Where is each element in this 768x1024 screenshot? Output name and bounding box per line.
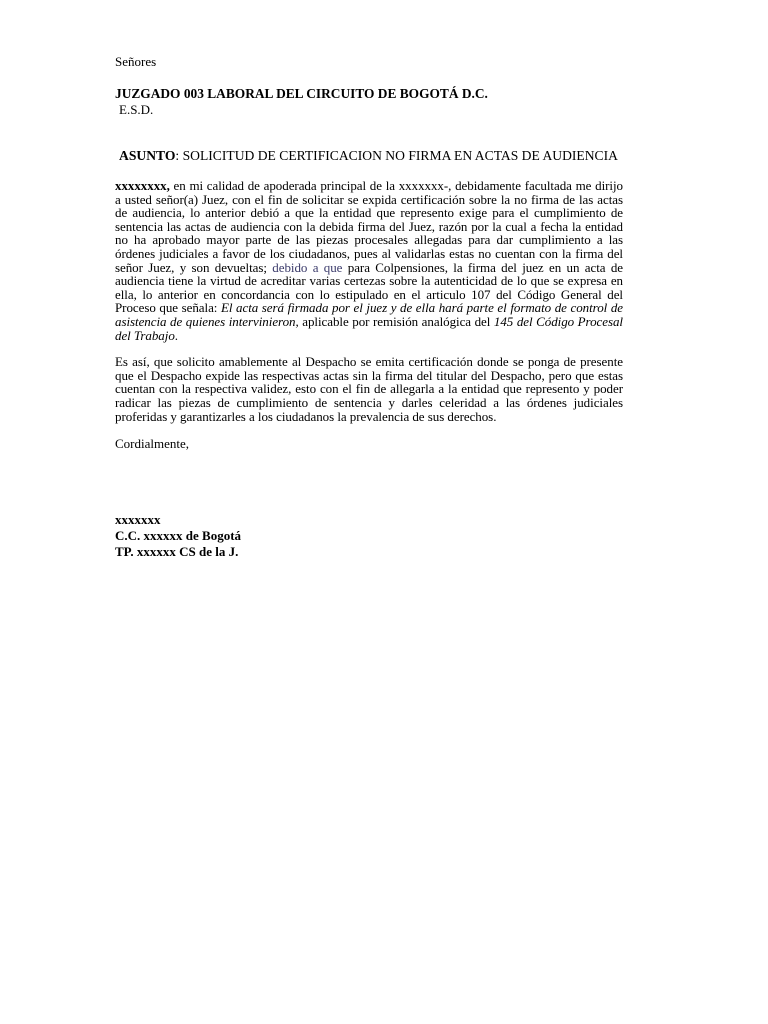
subject-text: SOLICITUD DE CERTIFICACION NO FIRMA EN ACTAS DE AUDIENCIA — [182, 148, 618, 163]
signature-tp: TP. xxxxxx CS de la J. — [115, 544, 239, 560]
signature-id: C.C. xxxxxx de Bogotá — [115, 528, 242, 544]
court-name: JUZGADO 003 LABORAL DEL CIRCUITO DE BOGOTÁ D.C. — [115, 86, 488, 101]
legal-quote: El acta será firmada por el juez y de ella hará parte el formato de control de asistencia de quienes intervinieron, — [115, 300, 623, 329]
paragraph-text: aplicable por remisión analógica del — [298, 313, 494, 329]
sender-name: xxxxxxxx, — [115, 178, 170, 193]
closing: Cordialmente, — [115, 436, 190, 452]
legal-reference: 145 del Código Procesal del Trabajo — [115, 313, 623, 343]
body-paragraph-1 — [115, 179, 623, 342]
body-paragraph-2: Es así, que solicito amablemente al Despacho se emita certificación donde se ponga de presente que el Despacho expide las respectivas actas sin la firma del titular del Despacho, pero que estas cuentan con la respectiva validez, esto con el fin de allegarla a la entidad que represento y poder radicar las piezas de cumplimiento de sentencia y darles celeridad a las órdenes judiciales proferidas y garantizarles a los ciudadanos la prevalencia de sus derechos. — [115, 354, 623, 424]
signature-block — [115, 512, 623, 560]
paragraph-text: . — [174, 327, 178, 343]
subject-label: ASUNTO — [119, 148, 176, 163]
paragraph-text: para Colpensiones, la firma del juez en un acta de audiencia tiene la virtud de acreditar varias certezas sobre la autenticidad de lo que se expresa en ella, lo anterior en concordancia con lo estipulado en el articulo 107 del Código General del Proceso que señala: — [115, 259, 623, 316]
esd-line: E.S.D. — [119, 102, 154, 117]
highlighted-text: debido a que — [272, 259, 343, 275]
paragraph-text: en mi calidad de apoderada principal de la xxxxxxx-, debidamente facultada me dirijo a usted señor(a) Juez, con el fin de solicitar se expida certificación sobre la no firma de las actas de audiencia, lo anterior debió a que la entidad que represento exige para el cumplimiento de sentencia las actas de audiencia con la debida firma del Juez, razón por la cual a fecha la entidad no ha aprobado mayor parte de las piezas procesales allegadas para dar cumplimiento a las órdenes judiciales a favor de los ciudadanos, pues al validarlas estas no cuentan con la firma del señor Juez, y son devueltas; — [115, 178, 623, 275]
letter-page — [115, 54, 623, 560]
subject-separator: : — [175, 148, 183, 163]
salutation: Señores — [115, 54, 157, 69]
signature-name: xxxxxxx — [115, 512, 161, 528]
subject-line — [115, 148, 623, 164]
